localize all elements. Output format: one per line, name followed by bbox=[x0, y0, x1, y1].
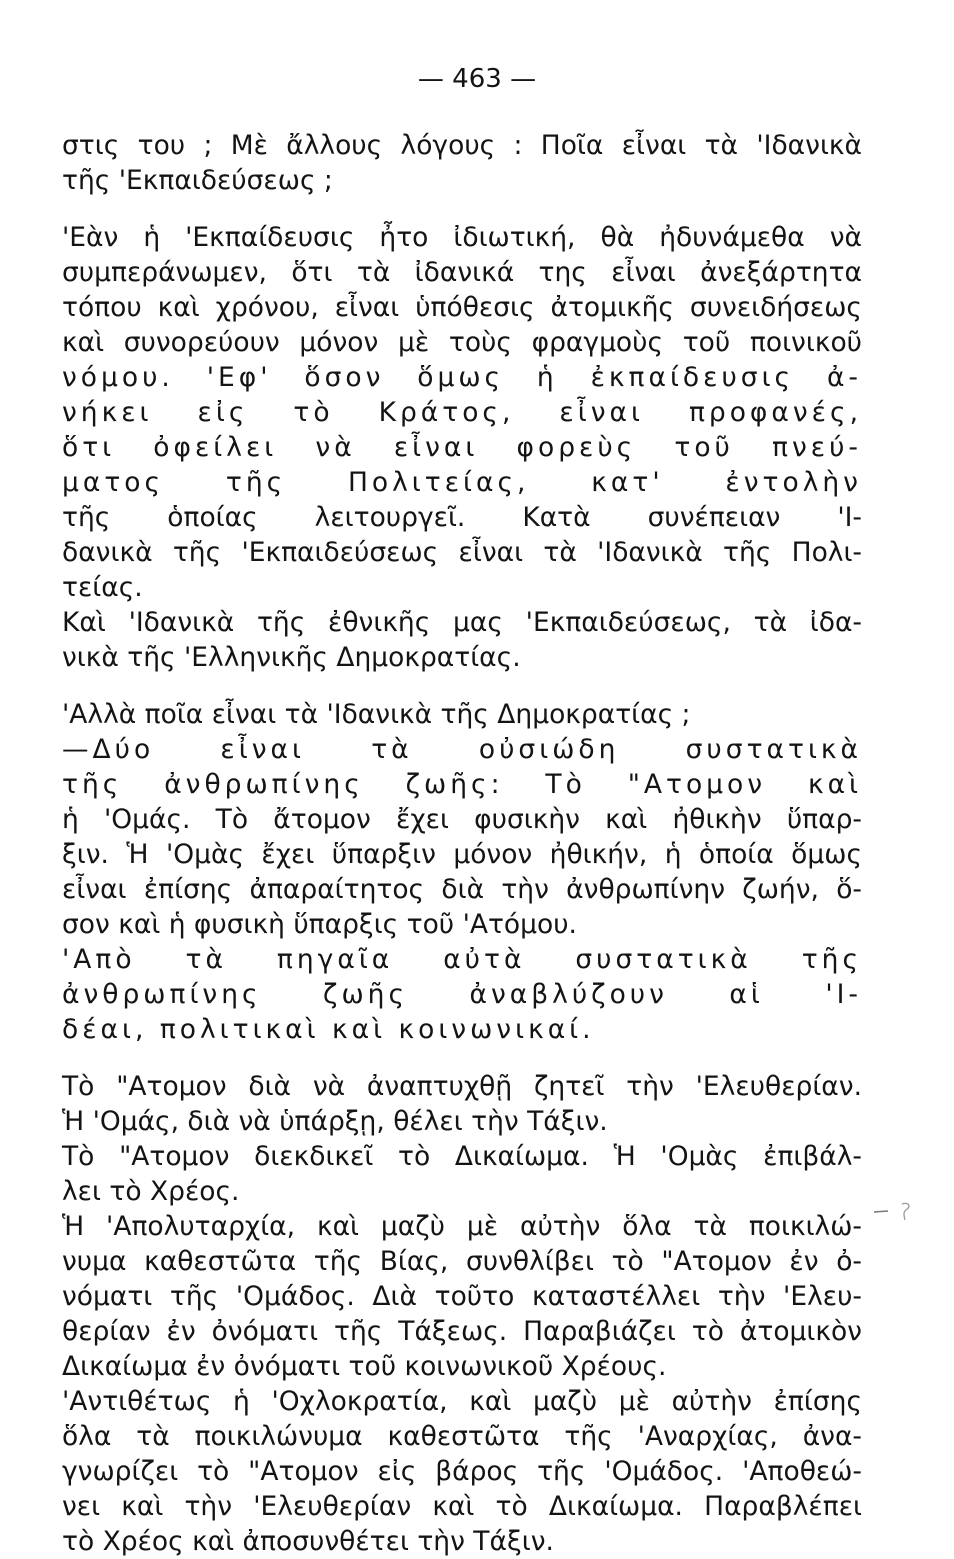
text-line: 'Αντιθέτως ἡ 'Οχλοκρατία, καὶ μαζὺ μὲ αὐτὴν ἐπίσης bbox=[62, 1386, 862, 1417]
body-text bbox=[62, 128, 862, 1559]
text-line: 'Εὰν ἡ 'Εκπαίδευσις ἦτο ἰδιωτική, θὰ ἠδυνάμεθα νὰ bbox=[62, 222, 862, 253]
text-line: Τὸ "Ατομον διεκδικεῖ τὸ Δικαίωμα. Ἡ 'Ομὰς ἐπιβάλ- bbox=[62, 1141, 862, 1172]
paragraph-gap bbox=[62, 675, 862, 697]
text-line: δέαι, πολιτικαὶ καὶ κοινωνικαί. bbox=[62, 1014, 595, 1045]
text-line: Ἡ 'Ομάς, διὰ νὰ ὑπάρξῃ, θέλει τὴν Τάξιν. bbox=[62, 1106, 608, 1137]
text-line: λει τὸ Χρέος. bbox=[62, 1176, 240, 1207]
text-line: νόμου. 'Εφ' ὅσον ὅμως ἡ ἐκπαίδευσις ἀ- bbox=[62, 362, 862, 393]
text-line: ὅλα τὰ ποικιλώνυμα καθεστῶτα τῆς 'Αναρχίας, ἀνα- bbox=[62, 1421, 862, 1452]
text-line: —Δύο εἶναι τὰ οὐσιώδη συστατικὰ bbox=[62, 734, 862, 765]
text-line: ἡ 'Ομάς. Τὸ ἄτομον ἔχει φυσικὴν καὶ ἠθικὴν ὕπαρ- bbox=[62, 804, 862, 835]
margin-pencil-mark bbox=[872, 1200, 922, 1224]
text-line: τόπου καὶ χρόνου, εἶναι ὑπόθεσις ἀτομικῆς συνειδήσεως bbox=[62, 292, 862, 323]
text-line: Ἡ 'Απολυταρχία, καὶ μαζὺ μὲ αὐτὴν ὅλα τὰ ποικιλώ- bbox=[62, 1211, 862, 1242]
text-line: 'Απὸ τὰ πηγαῖα αὐτὰ συστατικὰ τῆς bbox=[62, 944, 862, 975]
text-line: σον καὶ ἡ φυσικὴ ὕπαρξις τοῦ 'Ατόμου. bbox=[62, 909, 577, 940]
paragraph-gap bbox=[62, 1047, 862, 1069]
text-line: ὅτι ὀφείλει νὰ εἶναι φορεὺς τοῦ πνεύ- bbox=[62, 432, 862, 463]
text-line: τείας. bbox=[62, 572, 143, 603]
text-line: θερίαν ἐν ὀνόματι τῆς Τάξεως. Παραβιάζει τὸ ἀτομικὸν bbox=[62, 1316, 862, 1347]
text-line: εἶναι ἐπίσης ἀπαραίτητος διὰ τὴν ἀνθρωπίνην ζωήν, ὅ- bbox=[62, 874, 862, 905]
text-line: ξιν. Ἡ 'Ομὰς ἔχει ὕπαρξιν μόνον ἠθικήν, ἡ ὁποία ὅμως bbox=[62, 839, 862, 870]
text-line: τὸ Χρέος καὶ ἀποσυνθέτει τὴν Τάξιν. bbox=[62, 1526, 554, 1557]
text-line: νει καὶ τὴν 'Ελευθερίαν καὶ τὸ Δικαίωμα. Παραβλέπει bbox=[62, 1491, 862, 1522]
text-line: Δικαίωμα ἐν ὀνόματι τοῦ κοινωνικοῦ Χρέους. bbox=[62, 1351, 667, 1382]
text-line: γνωρίζει τὸ "Ατομον εἰς βάρος τῆς 'Ομάδος. 'Αποθεώ- bbox=[62, 1456, 862, 1487]
text-line: τῆς ἀνθρωπίνης ζωῆς: Τὸ "Ατομον καὶ bbox=[62, 769, 862, 800]
text-line: 'Αλλὰ ποῖα εἶναι τὰ 'Ιδανικὰ τῆς Δημοκρατίας ; bbox=[62, 699, 691, 730]
text-line: νικὰ τῆς 'Ελληνικῆς Δημοκρατίας. bbox=[62, 642, 521, 673]
text-line: τῆς ὁποίας λειτουργεῖ. Κατὰ συνέπειαν 'Ι- bbox=[62, 502, 862, 533]
text-line: Καὶ 'Ιδανικὰ τῆς ἐθνικῆς μας 'Εκπαιδεύσεως, τὰ ἰδα- bbox=[62, 607, 862, 638]
text-line: καὶ συνορεύουν μόνον μὲ τοὺς φραγμοὺς τοῦ ποινικοῦ bbox=[62, 327, 862, 358]
page-number: — 463 — bbox=[417, 64, 537, 94]
text-line: ματος τῆς Πολιτείας, κατ' ἐντολὴν bbox=[62, 467, 862, 498]
text-line: ἀνθρωπίνης ζωῆς ἀναβλύζουν αἱ 'Ι- bbox=[62, 979, 862, 1010]
text-line: στις του ; Μὲ ἄλλους λόγους : Ποῖα εἶναι τὰ 'Ιδανικὰ bbox=[62, 130, 862, 161]
text-line: δανικὰ τῆς 'Εκπαιδεύσεως εἶναι τὰ 'Ιδανικὰ τῆς Πολι- bbox=[62, 537, 862, 568]
text-line: νυμα καθεστῶτα τῆς Βίας, συνθλίβει τὸ "Ατομον ἐν ὀ- bbox=[62, 1246, 862, 1277]
paragraph-gap bbox=[62, 198, 862, 220]
text-line: νήκει εἰς τὸ Κράτος, εἶναι προφανές, bbox=[62, 397, 862, 428]
text-line: τῆς 'Εκπαιδεύσεως ; bbox=[62, 165, 333, 196]
text-line: Τὸ "Ατομον διὰ νὰ ἀναπτυχθῇ ζητεῖ τὴν 'Ελευθερίαν. bbox=[62, 1071, 862, 1102]
text-line: συμπεράνωμεν, ὅτι τὰ ἰδανικά της εἶναι ἀνεξάρτητα bbox=[62, 257, 862, 288]
text-line: νόματι τῆς 'Ομάδος. Διὰ τοῦτο καταστέλλει τὴν 'Ελευ- bbox=[62, 1281, 862, 1312]
